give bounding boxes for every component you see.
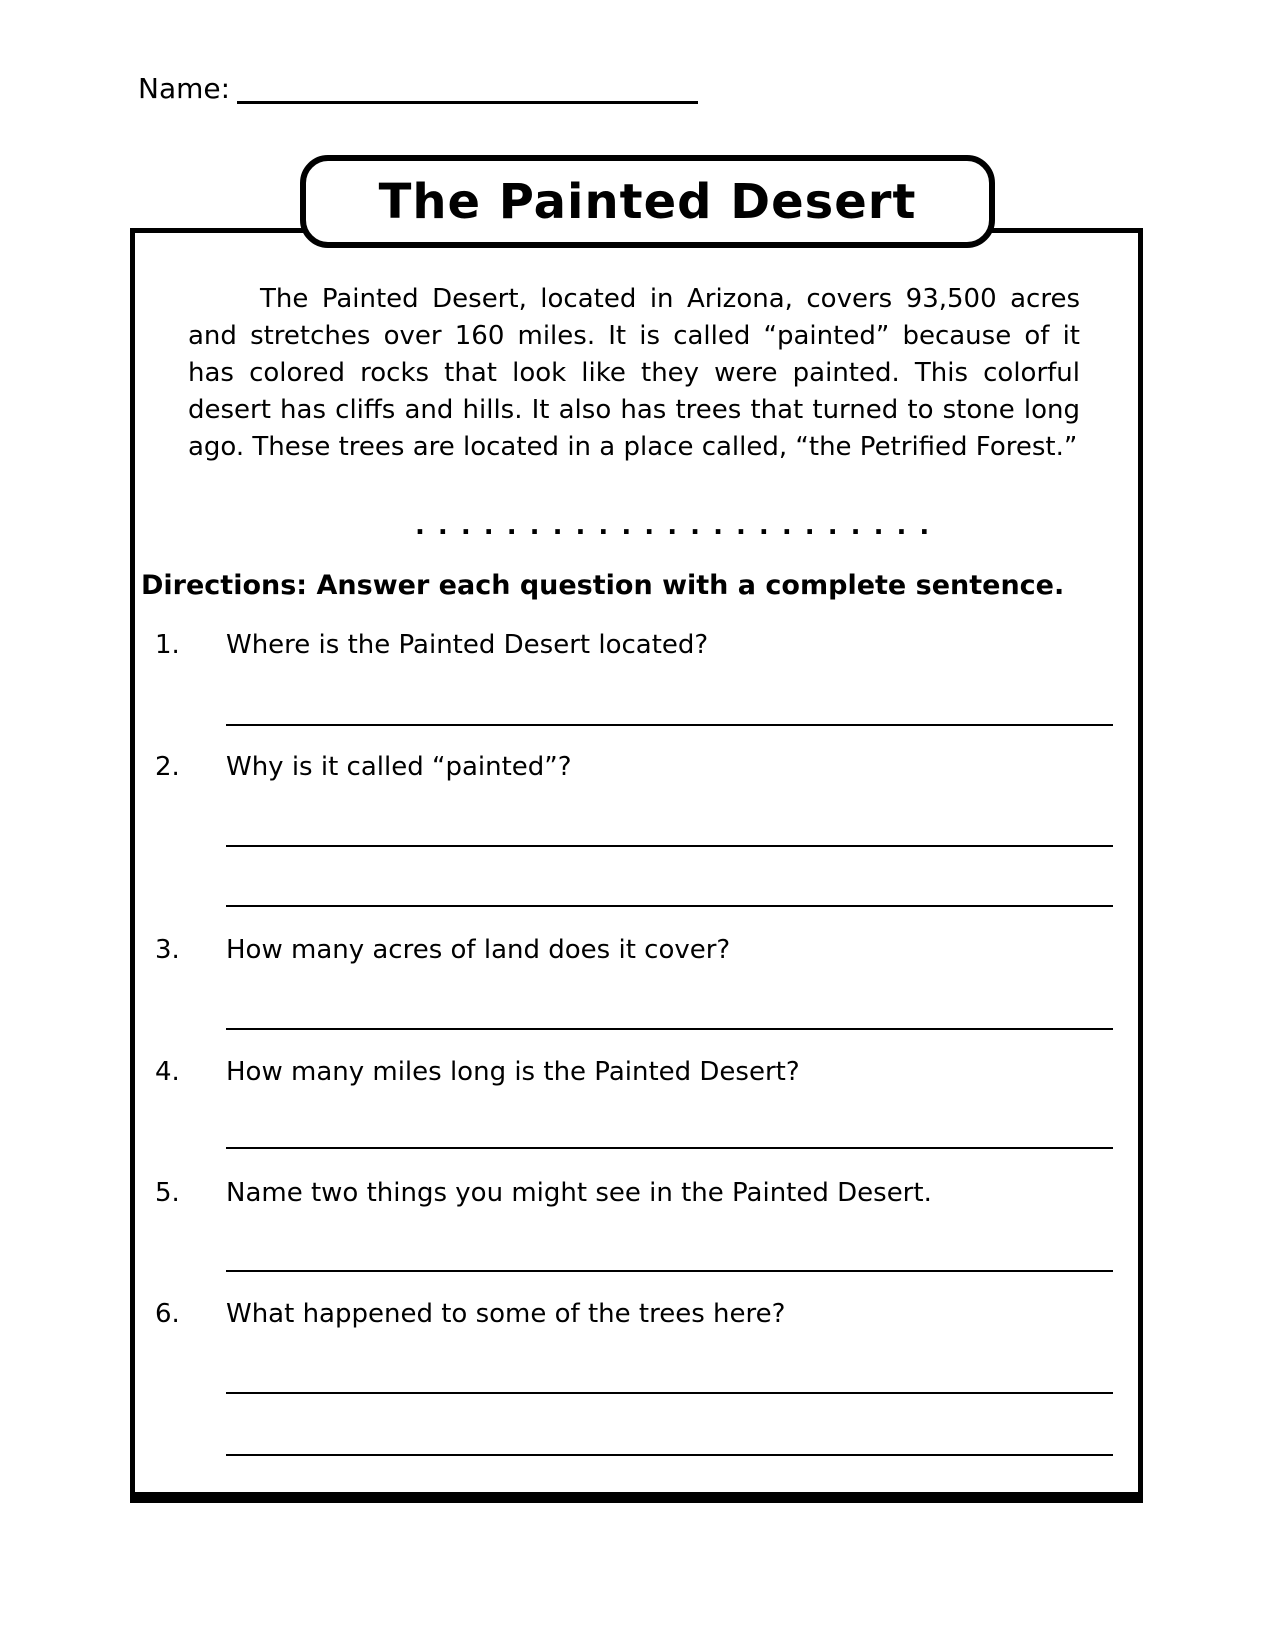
answer-line[interactable]	[226, 1270, 1113, 1272]
directions-line: Directions: Answer each question with a complete sentence.	[141, 570, 1065, 601]
question-text: Name two things you might see in the Painted Desert.	[226, 1178, 932, 1208]
answer-line[interactable]	[226, 1147, 1113, 1149]
question-text: How many acres of land does it cover?	[226, 935, 731, 965]
answer-line[interactable]	[226, 1392, 1113, 1394]
question-text: What happened to some of the trees here?	[226, 1299, 786, 1329]
page-title: The Painted Desert	[378, 173, 917, 230]
answer-line[interactable]	[226, 1454, 1113, 1456]
worksheet-body-box	[130, 228, 1143, 1503]
answer-line[interactable]	[226, 724, 1113, 726]
question-number: 2.	[155, 752, 180, 782]
name-blank-line[interactable]	[237, 84, 698, 104]
answer-line[interactable]	[226, 905, 1113, 907]
question-number: 1.	[155, 630, 180, 660]
question-number: 6.	[155, 1299, 180, 1329]
question-number: 4.	[155, 1057, 180, 1087]
question-text: Where is the Painted Desert located?	[226, 630, 709, 660]
dotted-separator: . . . . . . . . . . . . . . . . . . . . . . .	[415, 511, 932, 541]
question-text: How many miles long is the Painted Desert?	[226, 1057, 800, 1087]
name-label: Name:	[138, 72, 231, 105]
question-number: 5.	[155, 1178, 180, 1208]
reading-passage: The Painted Desert, located in Arizona, covers 93,500 acres and stretches over 160 miles. It is called “painted” because of it has colored rocks that look like they were painted. This colorful desert has cliffs and hills. It also has trees that turned to stone long ago. These trees are located in a place called, “the Petrified Forest.”	[188, 284, 1080, 462]
title-box	[300, 155, 995, 248]
answer-line[interactable]	[226, 1028, 1113, 1030]
question-text: Why is it called “painted”?	[226, 752, 572, 782]
question-number: 3.	[155, 935, 180, 965]
answer-line[interactable]	[226, 845, 1113, 847]
